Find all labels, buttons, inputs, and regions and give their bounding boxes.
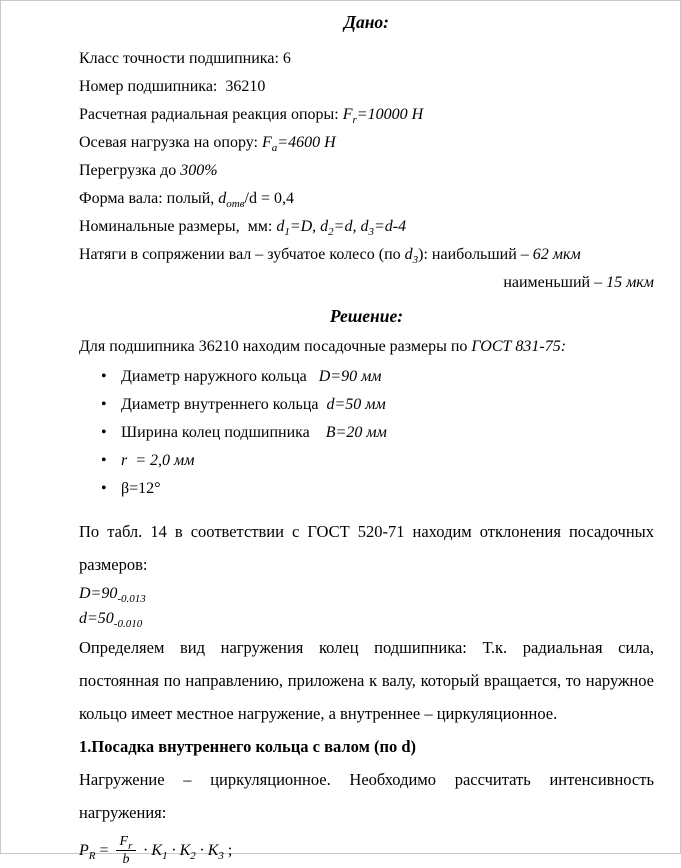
deviation-outer	[79, 581, 654, 606]
fraction-numerator	[116, 833, 137, 851]
subscript: 2	[328, 226, 334, 239]
label-text: Расчетная радиальная реакция опоры:	[79, 106, 343, 123]
variable-symbol: P	[79, 841, 89, 859]
label-text: Диаметр наружного кольца	[121, 368, 319, 385]
label-text: Ширина колец подшипника	[121, 424, 326, 441]
subscript: 1	[284, 226, 290, 239]
variable-symbol: K	[151, 841, 163, 859]
deviations-intro: По табл. 14 в соответствии с ГОСТ 520-71 находим отклонения посадочных размеров:	[79, 522, 654, 574]
variable-symbol: K	[207, 841, 219, 859]
subscript: -0.010	[113, 618, 143, 631]
label-text: Осевая нагрузка на опору:	[79, 134, 262, 151]
dot-operator: ·	[195, 841, 208, 859]
value-text: =d,	[333, 218, 361, 235]
factor-k1	[139, 842, 167, 860]
loading-paragraph: Определяем вид нагружения колец подшипника: Т.к. радиальная сила, постоянная по направлению, приложена к валу, который вращается, то наружное кольцо имеет местное нагружение, а внутреннее – циркуляционное.	[79, 638, 654, 723]
variable-symbol: K	[179, 841, 191, 859]
line-shaft-form	[79, 185, 654, 213]
line-interference-min	[79, 269, 654, 297]
subscript: 3	[368, 226, 374, 239]
variable-symbol: d	[276, 218, 285, 235]
value-text: D=90	[79, 585, 118, 602]
variable-symbol: F	[261, 134, 272, 151]
variable-symbol: d	[320, 218, 329, 235]
value-variable	[261, 134, 336, 155]
subscript: 3	[412, 254, 419, 267]
line-axial-load	[79, 129, 654, 157]
value-text: r = 2,0 мм	[121, 452, 195, 469]
value-text: D=90 мм	[318, 368, 382, 385]
label-text: Класс точности подшипника: 6	[79, 50, 291, 67]
factor-k3	[196, 842, 224, 860]
label-text: Номер подшипника: 36210	[79, 78, 266, 95]
value-text: d=50	[79, 610, 114, 627]
variable-symbol: F	[119, 834, 129, 849]
label-text: Перегрузка до	[79, 162, 181, 179]
dot-operator: ·	[167, 841, 180, 859]
label-text: β=12°	[121, 480, 161, 497]
line-nominal-sizes	[79, 213, 654, 241]
given-section	[79, 45, 654, 297]
line-accuracy-class	[79, 45, 654, 73]
subscript: отв	[226, 198, 245, 211]
value-variable	[404, 246, 419, 267]
list-item-ring-width	[101, 419, 654, 447]
subscript: -0.013	[117, 593, 146, 606]
value-text: =10000 Н	[356, 106, 424, 123]
variable-symbol: d	[360, 218, 369, 235]
variable-symbol: d	[218, 190, 227, 207]
variable-symbol: F	[342, 106, 353, 123]
section1-heading: 1.Посадка внутреннего кольца с валом (по d)	[79, 737, 417, 756]
label-text: Для подшипника 36210 находим посадочные размеры по	[79, 338, 472, 355]
subscript: a	[271, 142, 278, 155]
value-text: =D,	[289, 218, 321, 235]
line-solution-intro	[79, 333, 654, 361]
given-heading: Дано:	[344, 12, 389, 32]
label-text: наименьший –	[503, 274, 607, 291]
label-text: Форма вала: полый,	[79, 190, 219, 207]
variable-symbol: d	[404, 246, 413, 263]
value-text: B=20 мм	[325, 424, 387, 441]
value-text: =4600 Н	[277, 134, 336, 151]
label-text: ): наибольший –	[418, 246, 533, 263]
subscript: r	[128, 839, 133, 852]
dimension-list	[79, 363, 654, 503]
value-text: 62 мкм	[532, 246, 581, 263]
list-item-inner-diameter	[101, 391, 654, 419]
section1-body: Нагружение – циркуляционное. Необходимо рассчитать интенсивность нагружения:	[79, 770, 654, 822]
value-text: =d-4	[373, 218, 407, 235]
value-text: 300%	[180, 162, 218, 179]
subscript: 3	[218, 849, 224, 862]
list-item-beta-angle	[101, 475, 654, 503]
value-variable	[276, 218, 407, 239]
subscript: R	[88, 849, 96, 862]
line-interference	[79, 241, 654, 269]
factor-k2	[168, 842, 196, 860]
intensity-formula	[79, 833, 654, 868]
value-text: /d = 0,4	[244, 190, 294, 207]
value-variable	[218, 190, 245, 211]
deviation-inner	[79, 606, 654, 631]
fraction	[116, 833, 137, 868]
label-text: Номинальные размеры, мм:	[79, 218, 277, 235]
formula-end: ;	[223, 841, 233, 859]
label-text: Диаметр внутреннего кольца	[121, 396, 327, 413]
line-bearing-number	[79, 73, 654, 101]
subscript: 2	[190, 849, 196, 862]
list-item-outer-diameter	[101, 363, 654, 391]
label-text: Натяги в сопряжении вал – зубчатое колесо (по	[79, 246, 405, 263]
formula-lhs	[79, 842, 96, 860]
dot-operator: ·	[139, 841, 152, 859]
value-text: ГОСТ 831-75:	[471, 338, 567, 355]
value-variable	[342, 106, 424, 127]
line-radial-reaction	[79, 101, 654, 129]
list-item-radius	[101, 447, 654, 475]
line-overload	[79, 157, 654, 185]
subscript: r	[352, 114, 357, 127]
subscript: 1	[162, 849, 168, 862]
value-text: 15 мкм	[606, 274, 654, 291]
value-text: d=50 мм	[326, 396, 386, 413]
equals-sign: =	[95, 841, 113, 859]
fraction-denominator: b	[122, 852, 130, 867]
solution-heading: Решение:	[329, 306, 404, 326]
